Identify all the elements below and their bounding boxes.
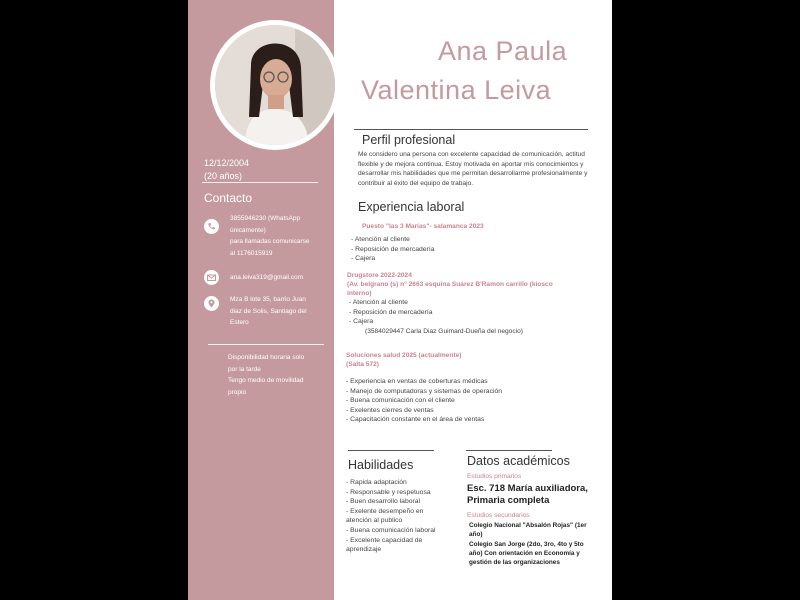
address-line: diaz de Solis, Santiago del	[230, 307, 307, 315]
phone-text	[230, 213, 309, 259]
habilidades-heading: Habilidades	[348, 458, 414, 472]
email-text: ana.leiva319@gmail.com	[230, 274, 304, 281]
secundarios-line: año)	[469, 531, 483, 539]
list-item: - Cajera	[349, 318, 374, 326]
primarios-label: Estudios primarios	[467, 473, 522, 480]
phone-line: al 1176015919	[230, 249, 273, 257]
academicos-heading: Datos académicos	[467, 454, 570, 468]
secundarios-line: gestión de las organizaciones	[469, 559, 560, 567]
section-rule	[466, 450, 552, 451]
job2-title-line: (Av. belgrano (s) n° 2663 esquina Suárez B'Ramon carrillo (kiosco	[347, 281, 553, 288]
list-item: - Excelente capacidad de	[346, 536, 423, 544]
habilidades-list	[346, 478, 456, 555]
phone-line: únicamente)	[230, 226, 266, 234]
phone-line: 3855946230 (WhatsApp	[230, 215, 301, 222]
availability-line: Disponibilidad horaria solo	[228, 354, 305, 361]
cv-page	[188, 0, 612, 600]
availability-line: propio	[228, 388, 247, 396]
list-item: atención al publico	[346, 517, 403, 525]
job1-title: Puesto "las 3 Marías"- salamanca 2023	[362, 223, 484, 230]
list-item: - Cajera	[351, 255, 376, 263]
job3-title-line: (Salta 572)	[346, 361, 379, 368]
perfil-text: Me considero una persona con excelente capacidad de comunicación, actitud flexible y de mejora continua. Estoy motivada en aportar mis conocimientos y desarrollar mis habilidades que me permitan desarrollarme profesionalmente y contribuir al éxito del equipo de trabajo.	[358, 151, 588, 187]
list-item: - Capacitación constante en el área de ventas	[346, 416, 485, 424]
secundarios-line: Colegio Nacional "Absalón Rojas" (1er	[469, 522, 587, 529]
job2-title-line: interno)	[347, 290, 372, 297]
job2-title	[347, 271, 553, 298]
first-name: Ana Paula	[438, 36, 568, 66]
section-rule	[348, 450, 434, 451]
list-item: - Exelente desempeño en	[346, 507, 424, 515]
list-item: aprendizaje	[346, 546, 382, 554]
secundarios-line: año) Con orientación en Economía y	[469, 549, 580, 557]
availability-line: por la tarde	[228, 365, 261, 373]
list-item: - Buen desarrollo laboral	[346, 498, 421, 506]
job1-list	[351, 235, 435, 264]
list-item: - Experiencia en ventas de coberturas médicas	[346, 378, 488, 385]
birthdate: 12/12/2004	[204, 158, 250, 168]
job2-list	[349, 298, 433, 327]
availability-text	[228, 352, 304, 398]
primarios-school	[467, 483, 588, 507]
sidebar-divider	[202, 182, 318, 183]
secundarios-text	[469, 521, 587, 567]
address-line: Mza B lote 35, barrio Juan	[230, 296, 306, 303]
mail-icon	[204, 270, 219, 285]
availability-line: Tengo medio de movilidad	[228, 377, 304, 384]
list-item: - Buena comunicación laboral	[346, 526, 436, 534]
last-name: Valentina Leiva	[361, 75, 552, 105]
list-item: - Buena comunicación con el cliente	[346, 397, 455, 405]
secundarios-label: Estudios secundarios	[467, 512, 530, 519]
job3-title	[346, 351, 461, 369]
list-item: - Rapida adaptación	[346, 479, 407, 486]
section-rule	[354, 129, 588, 130]
phone-icon	[204, 219, 219, 234]
experiencia-heading: Experiencia laboral	[358, 200, 465, 214]
job2-reference: (3584029447 Carla Diaz Guimard-Dueña del negocio)	[365, 328, 523, 335]
contact-heading: Contacto	[204, 191, 253, 205]
primarios-line: Esc. 718 María auxiliadora,	[467, 483, 588, 494]
profile-photo	[215, 25, 335, 145]
address-text	[230, 294, 307, 329]
age: (20 años)	[204, 171, 243, 181]
address-line: Estero	[230, 319, 249, 326]
list-item: - Atención al cliente	[351, 236, 410, 243]
primarios-line: Primaria completa	[467, 495, 550, 506]
secundarios-line: Colegio San Jorge (2do, 3ro, 4to y 5to	[469, 540, 584, 548]
job3-list	[346, 377, 502, 425]
perfil-heading: Perfil profesional	[362, 133, 456, 147]
list-item: - Exelentes cierres de ventas	[346, 406, 434, 414]
list-item: - Reposición de mercadería	[351, 245, 435, 253]
list-item: - Reposición de mercadería	[349, 308, 433, 316]
list-item: - Atención al cliente	[349, 299, 408, 306]
list-item: - Manejo de computadoras y sistemas de operación	[346, 387, 503, 395]
phone-line: para llamadas comunicarse	[230, 238, 310, 245]
job3-title-line: Soluciones salud 2025 (actualmente)	[346, 352, 462, 359]
job2-title-line: Drugstore 2022-2024	[347, 272, 412, 279]
location-icon	[204, 296, 219, 311]
list-item: - Responsable y respetuosa	[346, 488, 431, 496]
sidebar-divider	[208, 344, 324, 345]
